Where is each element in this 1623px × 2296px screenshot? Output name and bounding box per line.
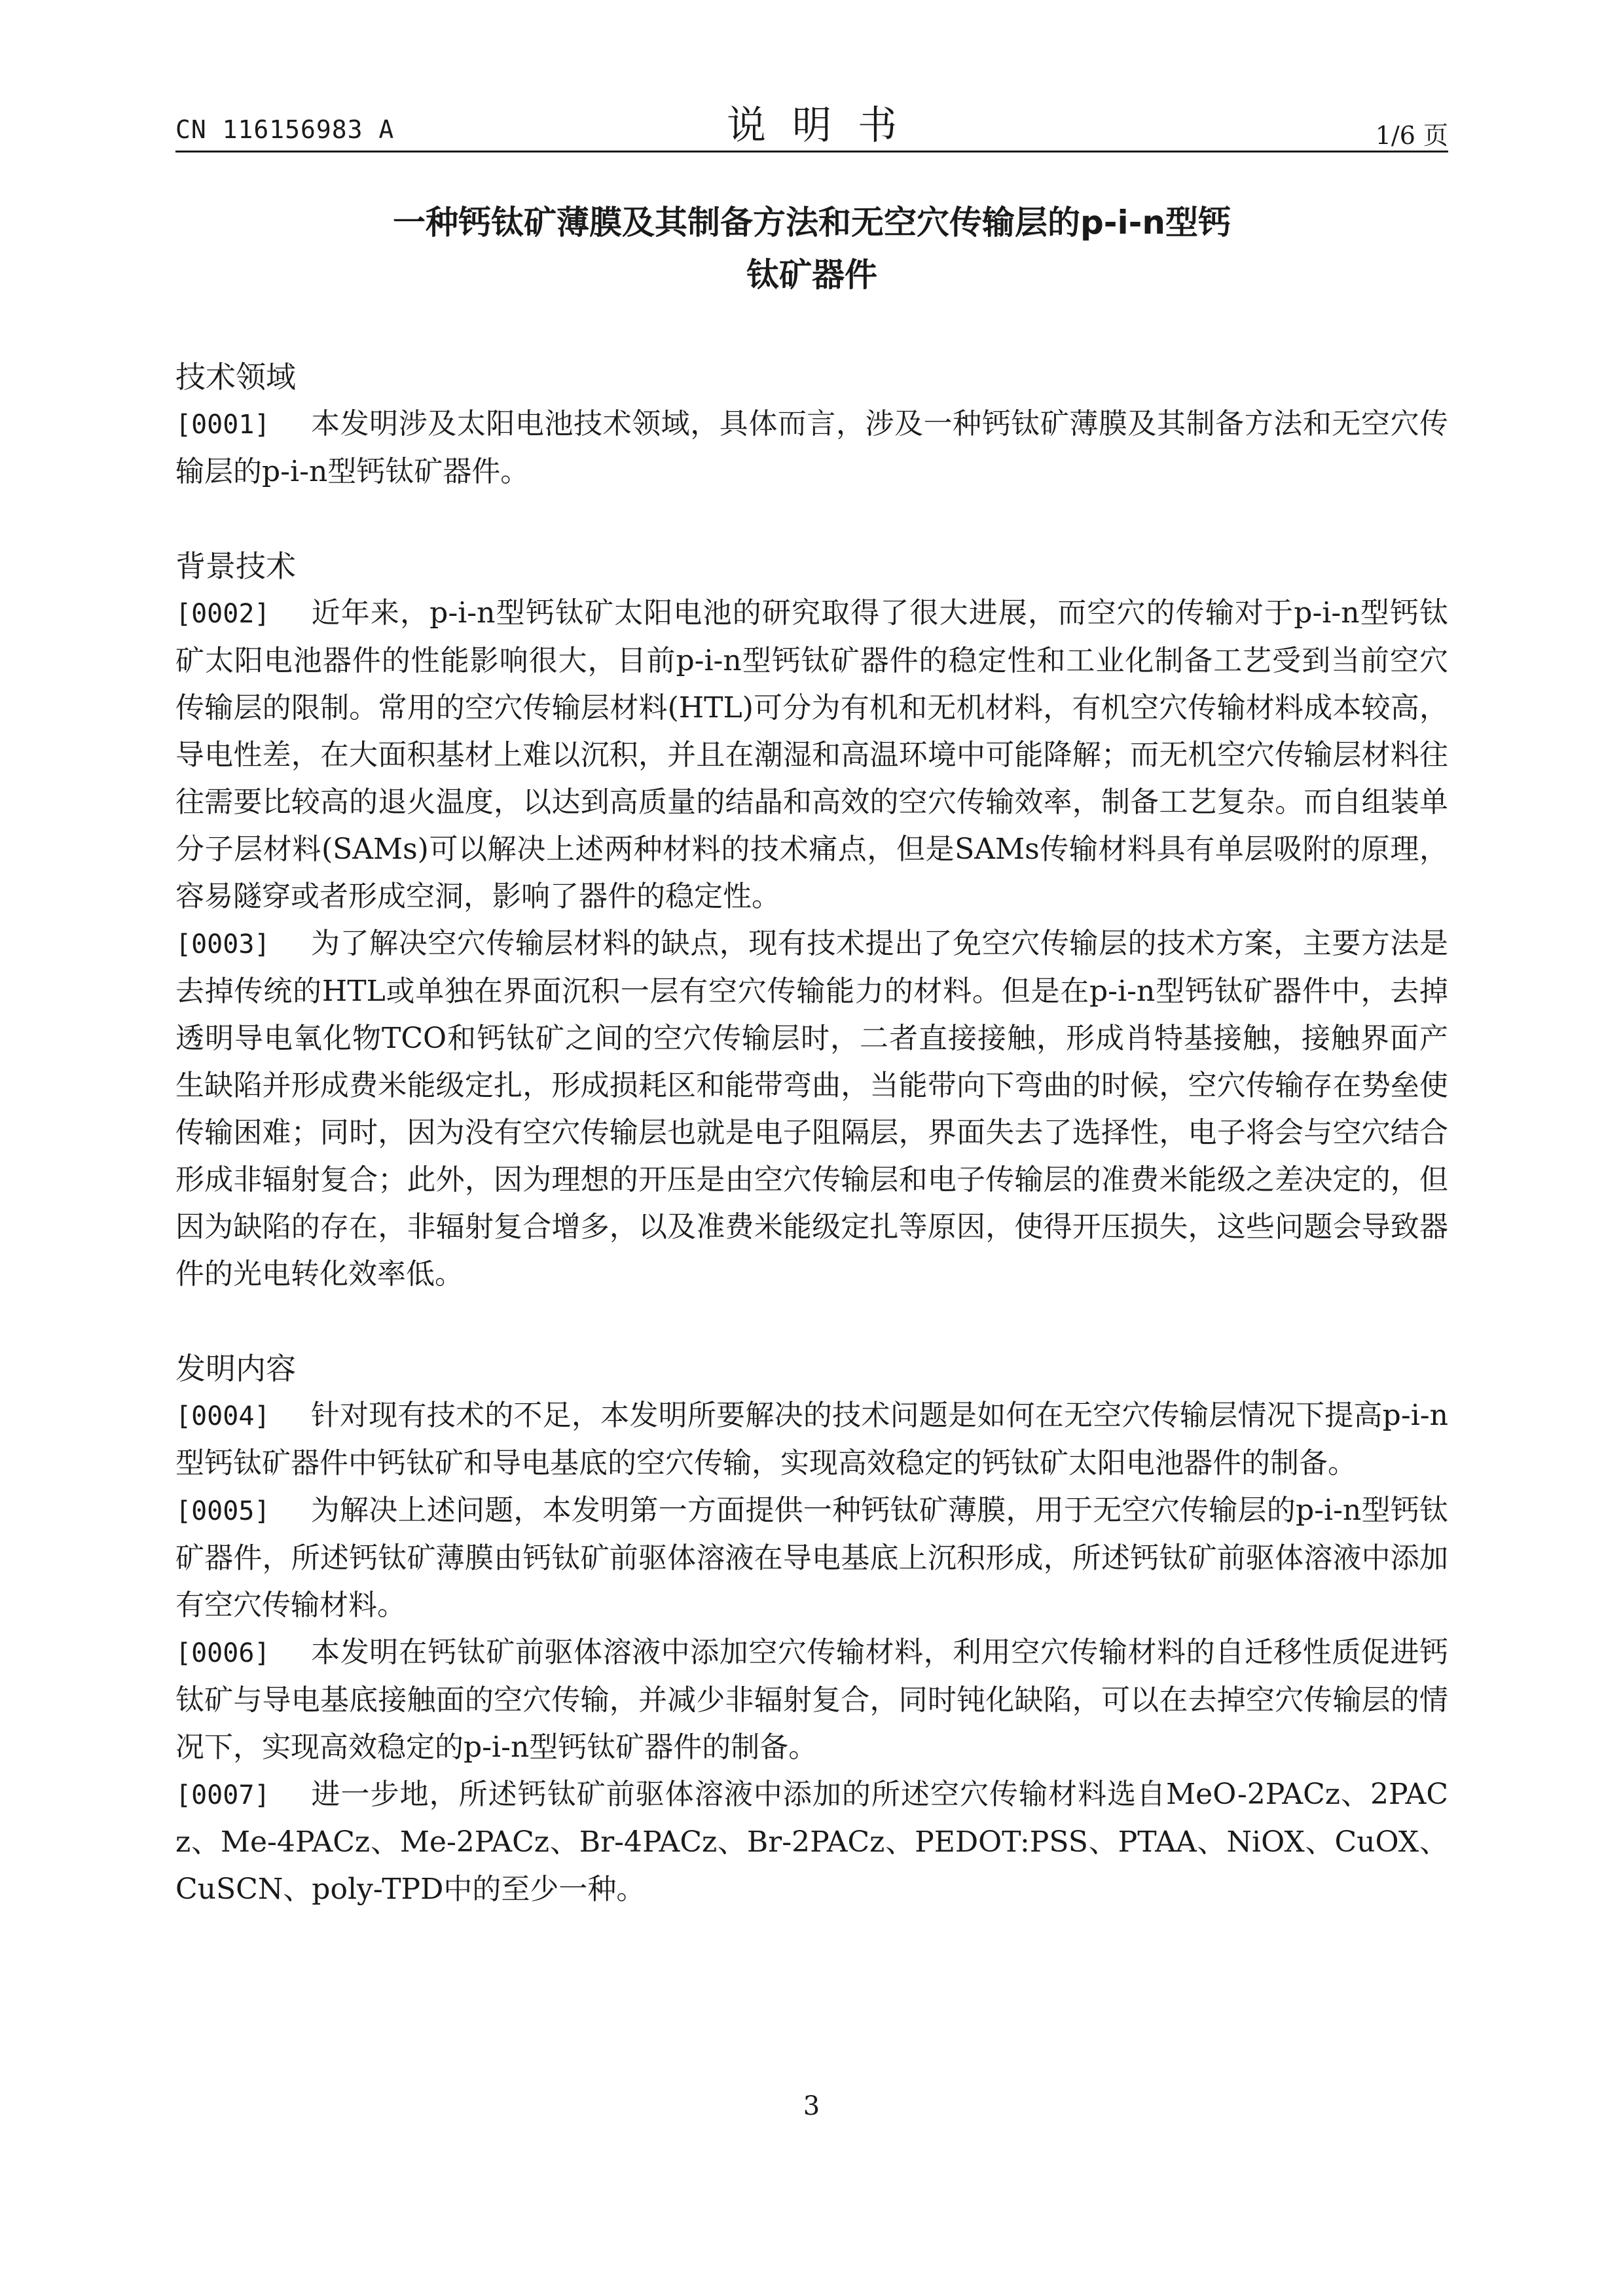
paragraph-text: 本发明在钙钛矿前驱体溶液中添加空穴传输材料，利用空穴传输材料的自迁移性质促进钙钛矿与导电基底接触面的空穴传输，并减少非辐射复合，同时钝化缺陷，可以在去掉空穴传输层的情况下，实现高效稳定的p-i-n型钙钛矿器件的制备。 [175,1636,1448,1764]
paragraph-number: [0005] [175,1496,270,1526]
paragraph-0002 [175,590,1448,920]
paragraph-text: 为了解决空穴传输层材料的缺点，现有技术提出了免空穴传输层的技术方案，主要方法是去掉传统的HTL或单独在界面沉积一层有空穴传输能力的材料。但是在p-i-n型钙钛矿器件中，去掉透明导电氧化物TCO和钙钛矿之间的空穴传输层时，二者直接接触，形成肖特基接触，接触界面产生缺陷并形成费米能级定扎，形成损耗区和能带弯曲，当能带向下弯曲的时候，空穴传输存在势垒使传输困难；同时，因为没有空穴传输层也就是电子阻隔层，界面失去了选择性，电子将会与空穴结合形成非辐射复合；此外，因为理想的开压是由空穴传输层和电子传输层的准费米能级之差决定的，但因为缺陷的存在，非辐射复合增多，以及准费米能级定扎等原因，使得开压损失，这些问题会导致器件的光电转化效率低。 [175,927,1448,1291]
page-count: 1/6 页 [1375,121,1448,150]
paragraph-0005 [175,1487,1448,1629]
publication-number: CN 116156983 A [175,115,395,144]
title-line-1: 一种钙钛矿薄膜及其制备方法和无空穴传输层的p-i-n型钙 [392,204,1231,242]
section-heading-field: 技术领域 [175,359,296,395]
paragraph-number: [0001] [175,410,270,440]
title-line-2: 钛矿器件 [746,256,877,294]
paragraph-number: [0002] [175,599,270,629]
paragraph-number: [0004] [175,1401,270,1431]
paragraph-text: 近年来，p-i-n型钙钛矿太阳电池的研究取得了很大进展，而空穴的传输对于p-i-n型钙钛矿太阳电池器件的性能影响很大，目前p-i-n型钙钛矿器件的稳定性和工业化制备工艺受到当前空穴传输层的限制。常用的空穴传输层材料(HTL)可分为有机和无机材料，有机空穴传输材料成本较高，导电性差，在大面积基材上难以沉积，并且在潮湿和高温环境中可能降解；而无机空穴传输层材料往往需要比较高的退火温度，以达到高质量的结晶和高效的空穴传输效率，制备工艺复杂。而自组装单分子层材料(SAMs)可以解决上述两种材料的技术痛点，但是SAMs传输材料具有单层吸附的原理，容易隧穿或者形成空洞，影响了器件的稳定性。 [175,596,1448,913]
section-heading-summary: 发明内容 [175,1351,296,1386]
paragraph-0004 [175,1392,1448,1487]
paragraph-number: [0003] [175,929,270,960]
paragraph-0003 [175,920,1448,1298]
document-body [175,353,1448,1913]
paragraph-text: 本发明涉及太阳电池技术领域，具体而言，涉及一种钙钛矿薄膜及其制备方法和无空穴传输层的p-i-n型钙钛矿器件。 [175,407,1448,488]
header-divider [175,151,1448,152]
document-type-heading: 说明书 [727,103,923,149]
section-heading-background: 背景技术 [175,548,296,584]
paragraph-text: 进一步地，所述钙钛矿前驱体溶液中添加的所述空穴传输材料选自MeO-2PACz、2PACz、Me-4PACz、Me-2PACz、Br-4PACz、Br-2PACz、PEDOT:PSS、PTAA、NiOX、CuOX、CuSCN、poly-TPD中的至少一种。 [175,1778,1448,1906]
paragraph-text: 为解决上述问题，本发明第一方面提供一种钙钛矿薄膜，用于无空穴传输层的p-i-n型钙钛矿器件，所述钙钛矿薄膜由钙钛矿前驱体溶液在导电基底上沉积形成，所述钙钛矿前驱体溶液中添加有空穴传输材料。 [175,1494,1448,1622]
paragraph-number: [0007] [175,1780,270,1810]
page-header [175,92,1448,151]
paragraph-0006 [175,1629,1448,1771]
paragraph-number: [0006] [175,1638,270,1668]
paragraph-0001 [175,401,1448,495]
paragraph-0007 [175,1771,1448,1913]
paragraph-text: 针对现有技术的不足，本发明所要解决的技术问题是如何在无空穴传输层情况下提高p-i-n型钙钛矿器件中钙钛矿和导电基底的空穴传输，实现高效稳定的钙钛矿太阳电池器件的制备。 [175,1399,1448,1480]
page-number: 3 [803,2091,820,2121]
document-title [175,196,1448,301]
